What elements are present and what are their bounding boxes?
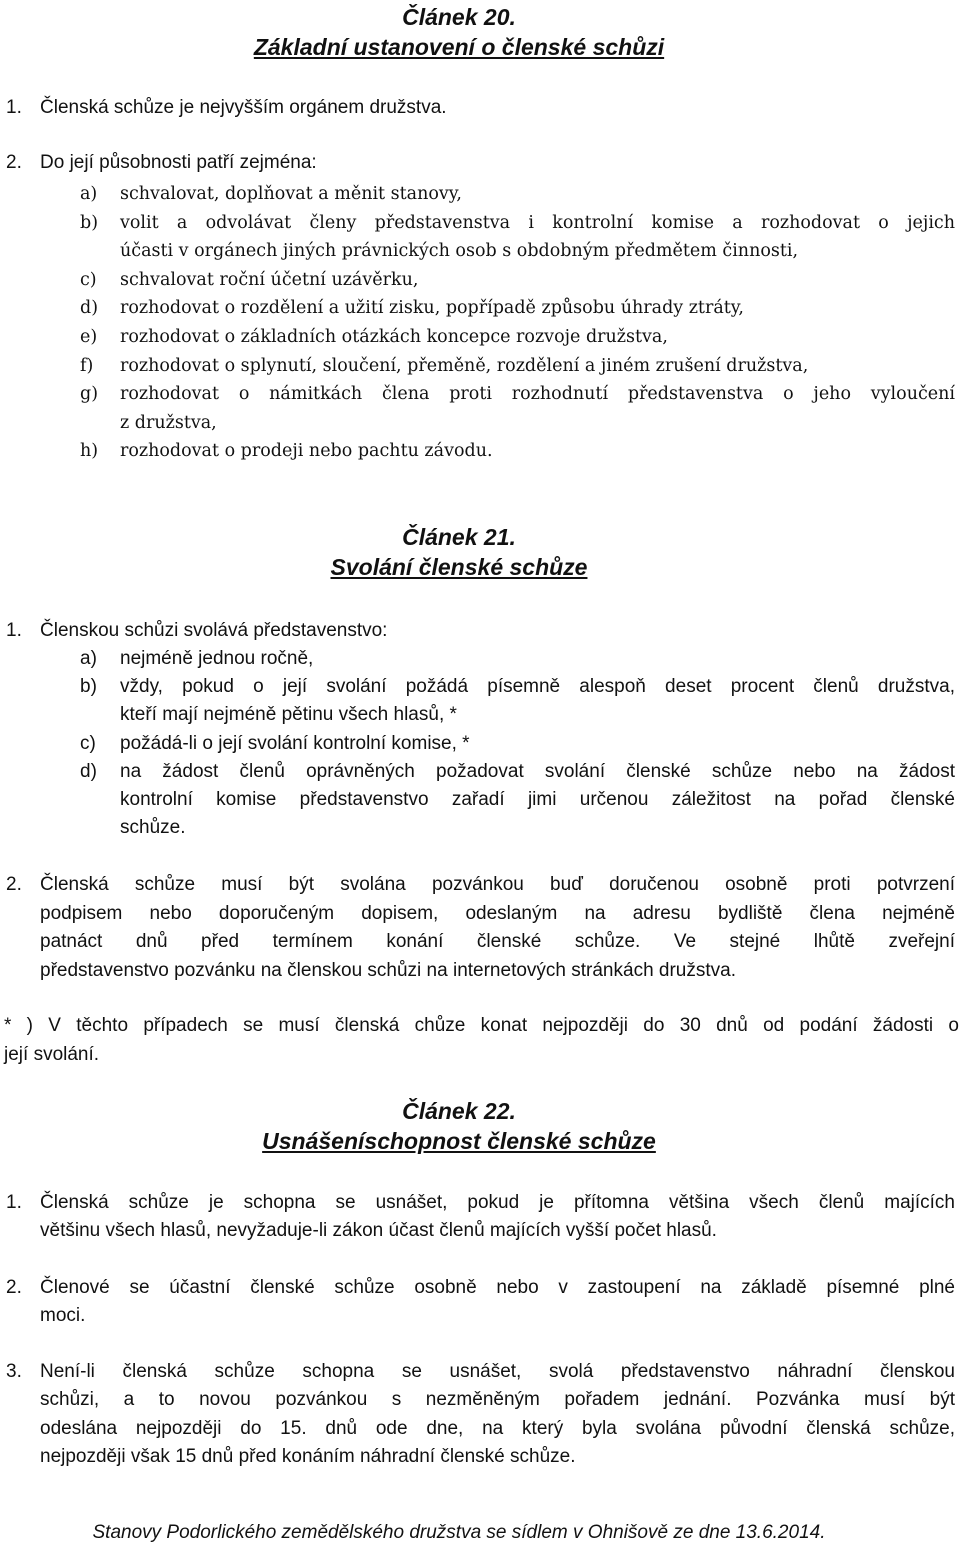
list-item-text: požádá-li o její svolání kontrolní komise, * xyxy=(120,732,470,754)
list-item-text: na žádost členů oprávněných požadovat svolání členské schůze nebo na žádost xyxy=(120,760,955,782)
list-item-text: schvalovat, doplňovat a měnit stanovy, xyxy=(120,184,462,204)
list-item-text: rozhodovat o splynutí, sloučení, přeměně, rozdělení a jiném zrušení družstva, xyxy=(120,355,809,376)
paragraph-line: Členové se účastní členské schůze osobně nebo v zastoupení na základě písemné plné xyxy=(40,1277,955,1298)
paragraph-line: nejpozději však 15 dnů před konáním náhradní členské schůze. xyxy=(40,1445,576,1467)
article-21-heading xyxy=(0,522,918,582)
article-20-number: Článek 20. xyxy=(402,4,516,30)
paragraph-line: moci. xyxy=(40,1305,86,1327)
paragraph-line: schůzi, a to novou pozvánkou s nezměněným pořadem jednání. Pozvánka musí být xyxy=(40,1389,955,1411)
list-item-text: kteří mají nejméně pětinu všech hlasů, * xyxy=(120,704,457,726)
list-item-letter: b) xyxy=(80,212,99,233)
paragraph-number: 1. xyxy=(6,1192,22,1213)
list-item-letter: c) xyxy=(80,732,96,754)
paragraph-number: 2. xyxy=(6,1277,22,1298)
article-22-heading xyxy=(0,1096,918,1156)
list-item-text: z družstva, xyxy=(120,412,217,433)
list-item-letter: a) xyxy=(80,184,98,204)
list-item-text: schvalovat roční účetní uzávěrku, xyxy=(120,269,419,290)
paragraph-line: většinu všech hlasů, nevyžaduje-li zákon účast členů majících vyšší počet hlasů. xyxy=(40,1220,717,1242)
list-item-letter: d) xyxy=(80,298,99,319)
article-21-number: Článek 21. xyxy=(402,524,516,550)
list-item-text: kontrolní komise představenstvo zařadí jimi určenou záležitost na pořad členské xyxy=(120,789,955,810)
paragraph-line: Členská schůze musí být svolána pozvánkou buď doručenou osobně proti potvrzení xyxy=(40,874,955,895)
paragraph-line: Není-li členská schůze schopna se usnášet, svolá představenstvo náhradní členskou xyxy=(40,1361,955,1382)
list-item-letter: g) xyxy=(80,384,99,405)
article-22-number: Článek 22. xyxy=(402,1098,516,1124)
list-item-letter: f) xyxy=(80,355,94,376)
article-20-heading xyxy=(0,2,918,62)
list-item-text: účasti v orgánech jiných právnických osob s obdobným předmětem činnosti, xyxy=(120,241,799,262)
list-item-letter: a) xyxy=(80,648,97,669)
list-item-text: schůze. xyxy=(120,817,186,839)
list-item-text: rozhodovat o námitkách člena proti rozhodnutí představenstva o jeho vyloučení xyxy=(120,384,955,405)
paragraph-line: Členská schůze je schopna se usnášet, pokud je přítomna většina všech členů majících xyxy=(40,1192,955,1213)
page-footer: Stanovy Podorlického zemědělského družstva se sídlem v Ohnišově ze dne 13.6.2014. xyxy=(92,1522,826,1543)
list-item-letter: b) xyxy=(80,676,97,698)
list-item-letter: c) xyxy=(80,269,97,290)
list-item-letter: e) xyxy=(80,327,98,347)
paragraph-line: představenstvo pozvánku na členskou schůzi na internetových stránkách družstva. xyxy=(40,959,736,981)
list-item-text: vždy, pokud o její svolání požádá písemně alespoň deset procent členů družstva, xyxy=(120,676,955,698)
list-item-text: nejméně jednou ročně, xyxy=(120,648,314,669)
article-21-title: Svolání členské schůze xyxy=(330,554,588,580)
paragraph-line: podpisem nebo doporučeným dopisem, odeslaným na adresu bydliště člena nejméně xyxy=(40,902,955,924)
paragraph-number: 3. xyxy=(6,1361,22,1382)
paragraph-line: odeslána nejpozději do 15. dnů ode dne, na který byla svolána původní členská schůze, xyxy=(40,1417,955,1439)
list-item-text: rozhodovat o rozdělení a užití zisku, popřípadě způsobu úhrady ztráty, xyxy=(120,298,744,319)
list-item-letter: d) xyxy=(80,760,97,782)
list-item-text: rozhodovat o základních otázkách koncepce rozvoje družstva, xyxy=(120,327,668,347)
list-item-text: rozhodovat o prodeji nebo pachtu závodu. xyxy=(120,441,493,462)
list-item-letter: h) xyxy=(80,441,99,462)
article-22-title: Usnášeníschopnost členské schůze xyxy=(262,1128,656,1154)
footnote-line: * ) V těchto případech se musí členská chůze konat nejpozději do 30 dnů od podání žádosti o xyxy=(4,1015,959,1036)
footnote-line: její svolání. xyxy=(4,1044,100,1065)
paragraph-line: patnáct dnů před termínem konání členské schůze. Ve stejné lhůtě zveřejní xyxy=(40,931,955,952)
list-item-text: volit a odvolávat členy představenstva i kontrolní komise a rozhodovat o jejich xyxy=(120,212,955,233)
article-20-title: Základní ustanovení o členské schůzi xyxy=(253,34,665,60)
